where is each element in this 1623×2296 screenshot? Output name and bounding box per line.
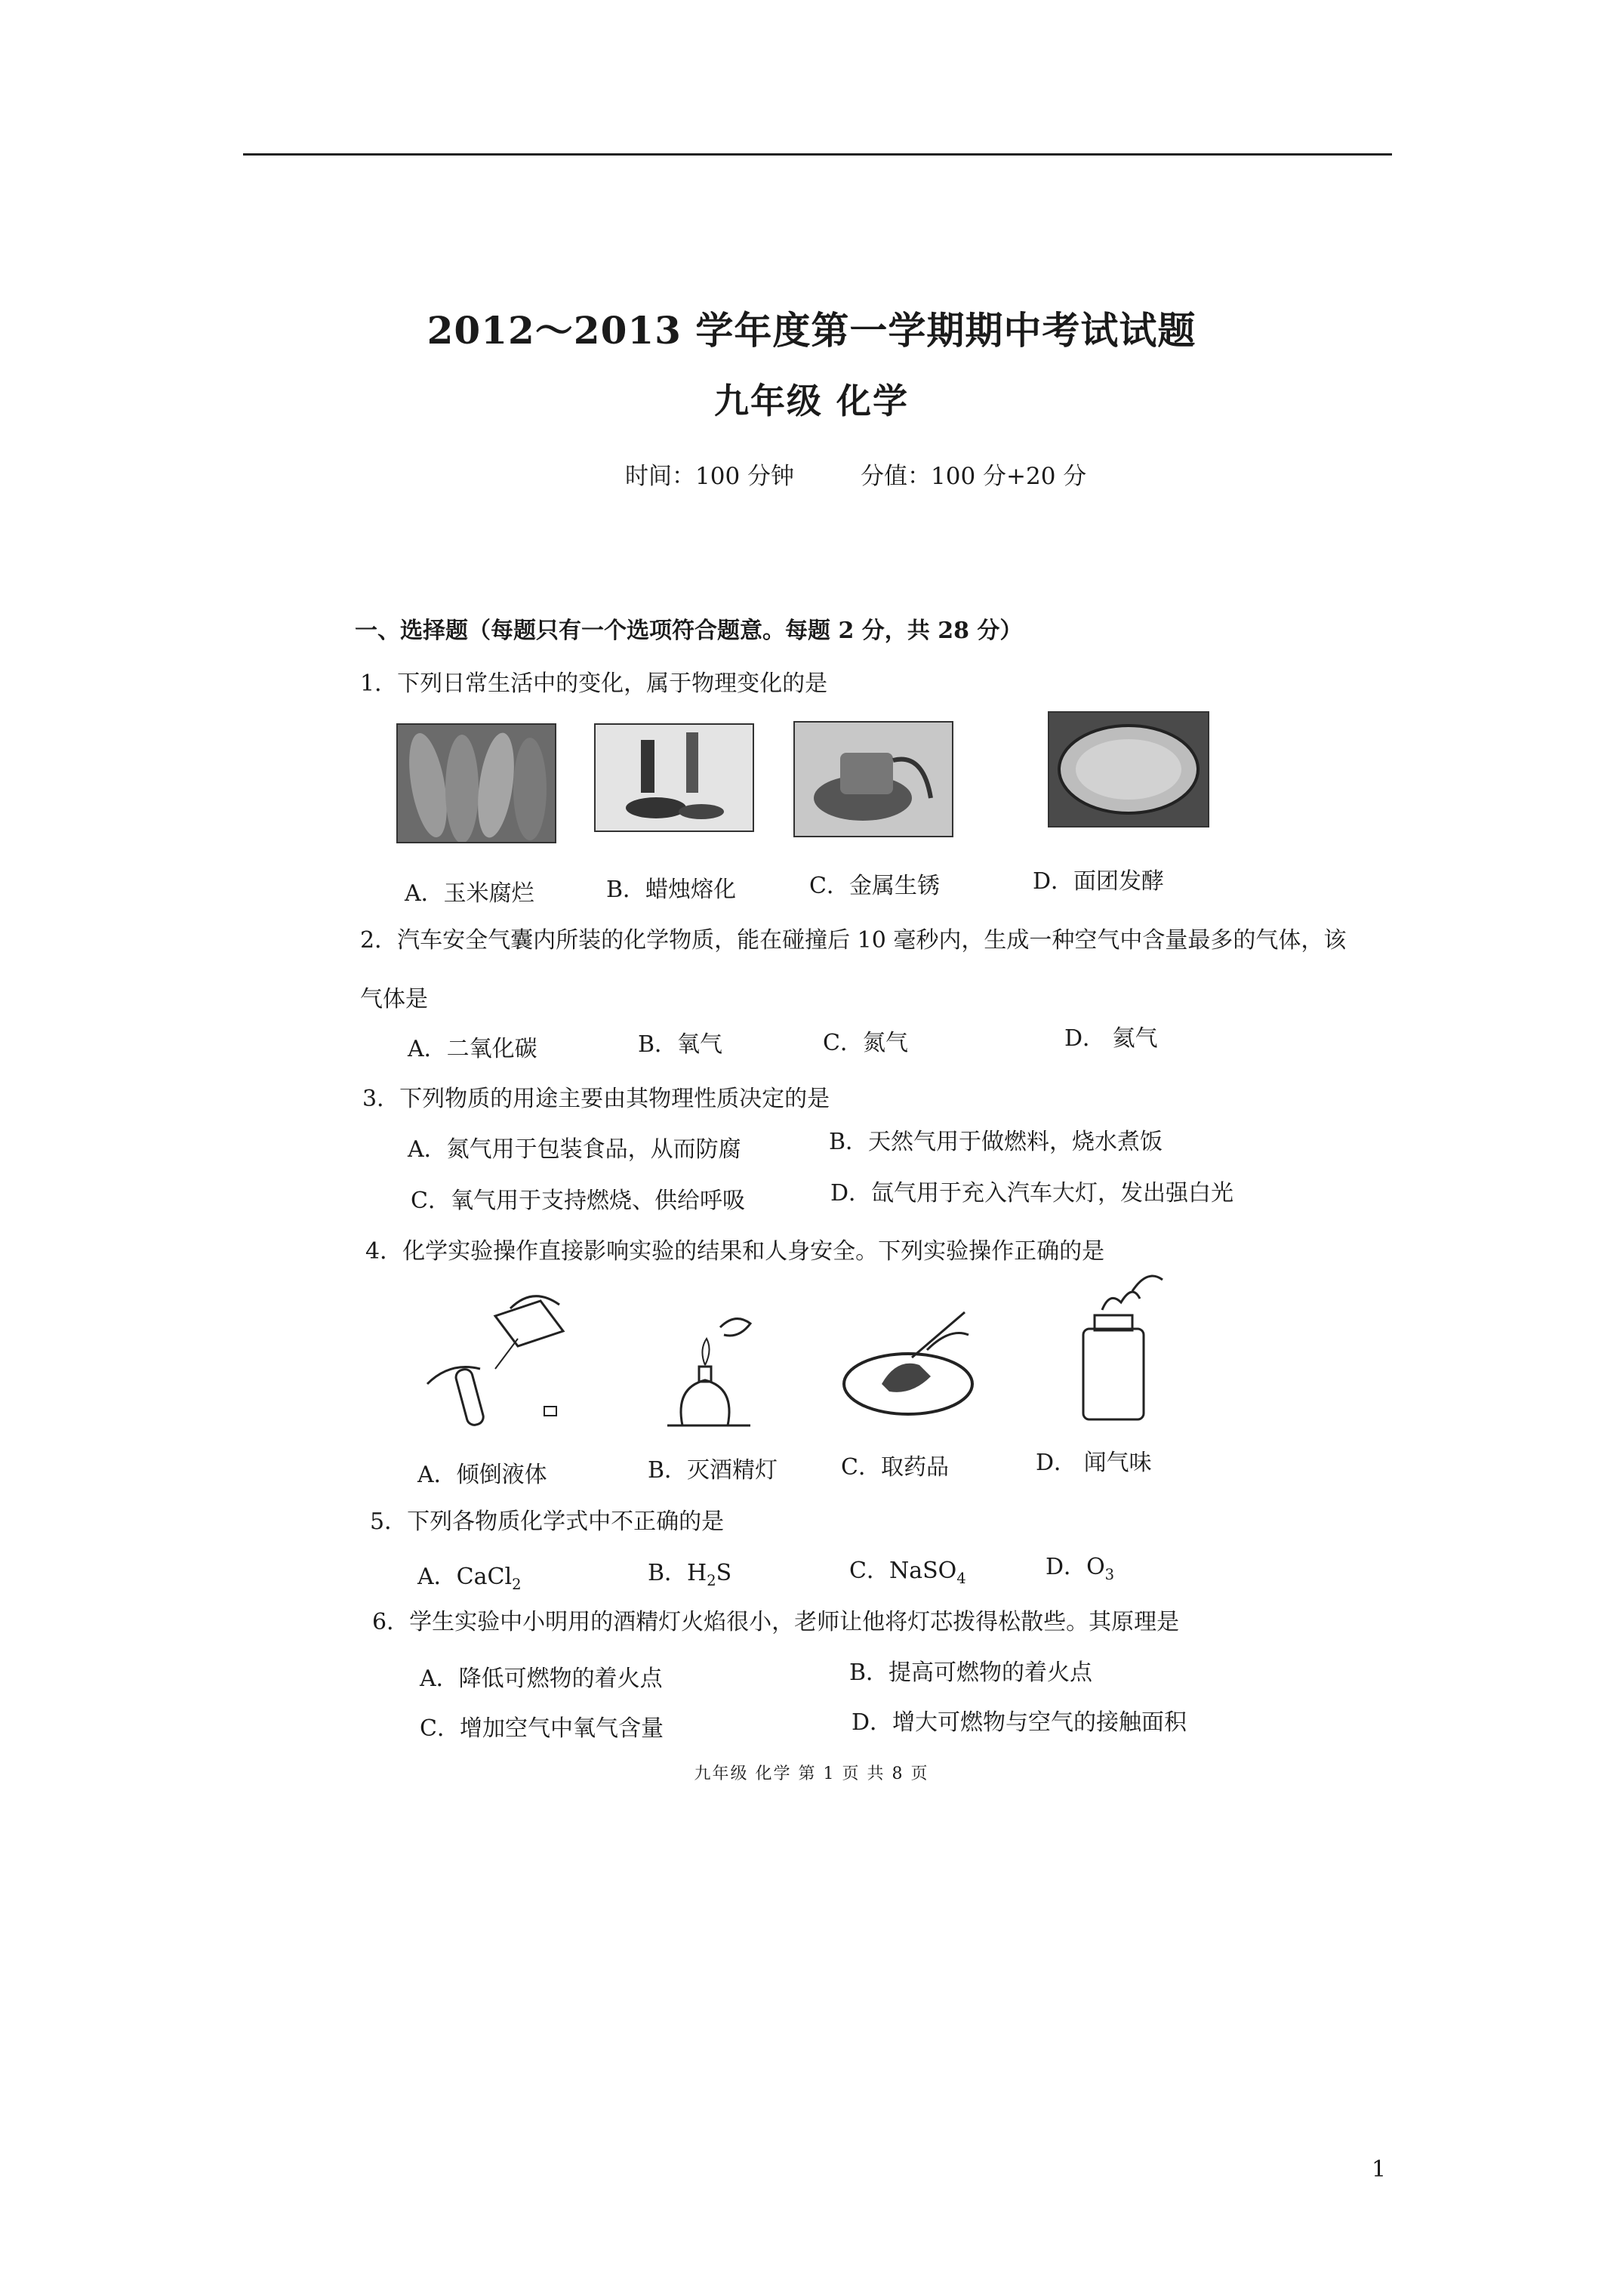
q6-option-a: A．降低可燃物的着火点: [420, 1666, 663, 1692]
section-heading: 一、选择题（每题只有一个选项符合题意。每题 2 分，共 28 分）: [355, 618, 1023, 644]
q2-option-c: C．氮气: [823, 1030, 908, 1056]
q3-option-b: B．天然气用于做燃料，烧水煮饭: [829, 1129, 1163, 1155]
q4-option-d: D． 闻气味: [1036, 1450, 1152, 1476]
q1-option-c: C．金属生锈: [809, 873, 940, 899]
candle-photo-icon: [594, 723, 754, 832]
q5-option-b: B．$H_2S$: [648, 1560, 732, 1589]
q5-option-c: C．NaSO$_4$: [849, 1558, 966, 1587]
q5-option-a: A．CaCl$_2$: [417, 1564, 522, 1593]
page-footer: 九年级 化学 第 1 页 共 8 页: [694, 1764, 929, 1783]
time-label: 时间：100 分钟: [625, 463, 795, 490]
q4-option-c: C．取药品: [841, 1454, 949, 1481]
q2-stem-line2: 气体是: [360, 986, 428, 1012]
pour-liquid-icon: [420, 1286, 586, 1437]
q4-option-a: A．倾倒液体: [417, 1462, 547, 1488]
q5-option-d: D．$O_3$: [1046, 1554, 1115, 1583]
q3-option-c: C．氧气用于支持燃烧、供给呼吸: [411, 1188, 745, 1214]
q2-stem-line1: 2．汽车安全气囊内所装的化学物质，能在碰撞后 10 毫秒内，生成一种空气中含量最多的气体，该: [360, 927, 1347, 954]
q4-option-b: B．灭酒精灯: [648, 1457, 778, 1484]
q2-option-a: A．二氧化碳: [408, 1036, 537, 1062]
q2-option-b: B．氧气: [638, 1031, 723, 1058]
q1-option-b: B．蜡烛熔化: [606, 877, 737, 903]
q6-stem: 6．学生实验中小明用的酒精灯火焰很小，老师让他将灯芯拨得松散些。其原理是: [372, 1609, 1180, 1635]
exam-title: 2012～2013 学年度第一学期期中考试试题: [427, 308, 1196, 353]
q4-stem: 4．化学实验操作直接影响实验的结果和人身安全。下列实验操作正确的是: [365, 1238, 1105, 1265]
page-number: 1: [1372, 2156, 1387, 2183]
q1-option-a: A．玉米腐烂: [405, 880, 534, 907]
dough-photo-icon: [1048, 711, 1209, 827]
q3-option-d: D．氙气用于充入汽车大灯，发出强白光: [830, 1180, 1234, 1207]
corn-photo-icon: [396, 723, 556, 843]
take-reagent-icon: [836, 1305, 987, 1418]
rust-photo-icon: [793, 721, 953, 837]
exam-subtitle: 九年级 化学: [713, 381, 909, 421]
q6-option-d: D．增大可燃物与空气的接触面积: [852, 1709, 1187, 1736]
q3-stem: 3．下列物质的用途主要由其物理性质决定的是: [362, 1086, 830, 1112]
q3-option-a: A．氮气用于包装食品，从而防腐: [408, 1136, 741, 1163]
top-rule: [243, 153, 1392, 156]
score-label: 分值：100 分+20 分: [861, 463, 1087, 490]
q6-option-c: C．增加空气中氧气含量: [420, 1715, 664, 1742]
alcohol-lamp-icon: [652, 1297, 773, 1433]
q6-option-b: B．提高可燃物的着火点: [849, 1660, 1093, 1686]
q1-option-d: D．面团发酵: [1033, 868, 1165, 895]
q5-stem: 5．下列各物质化学式中不正确的是: [370, 1509, 725, 1535]
q2-option-d: D． 氦气: [1064, 1025, 1158, 1052]
q1-stem: 1．下列日常生活中的变化，属于物理变化的是: [360, 670, 828, 697]
smell-gas-icon: [1068, 1268, 1174, 1427]
